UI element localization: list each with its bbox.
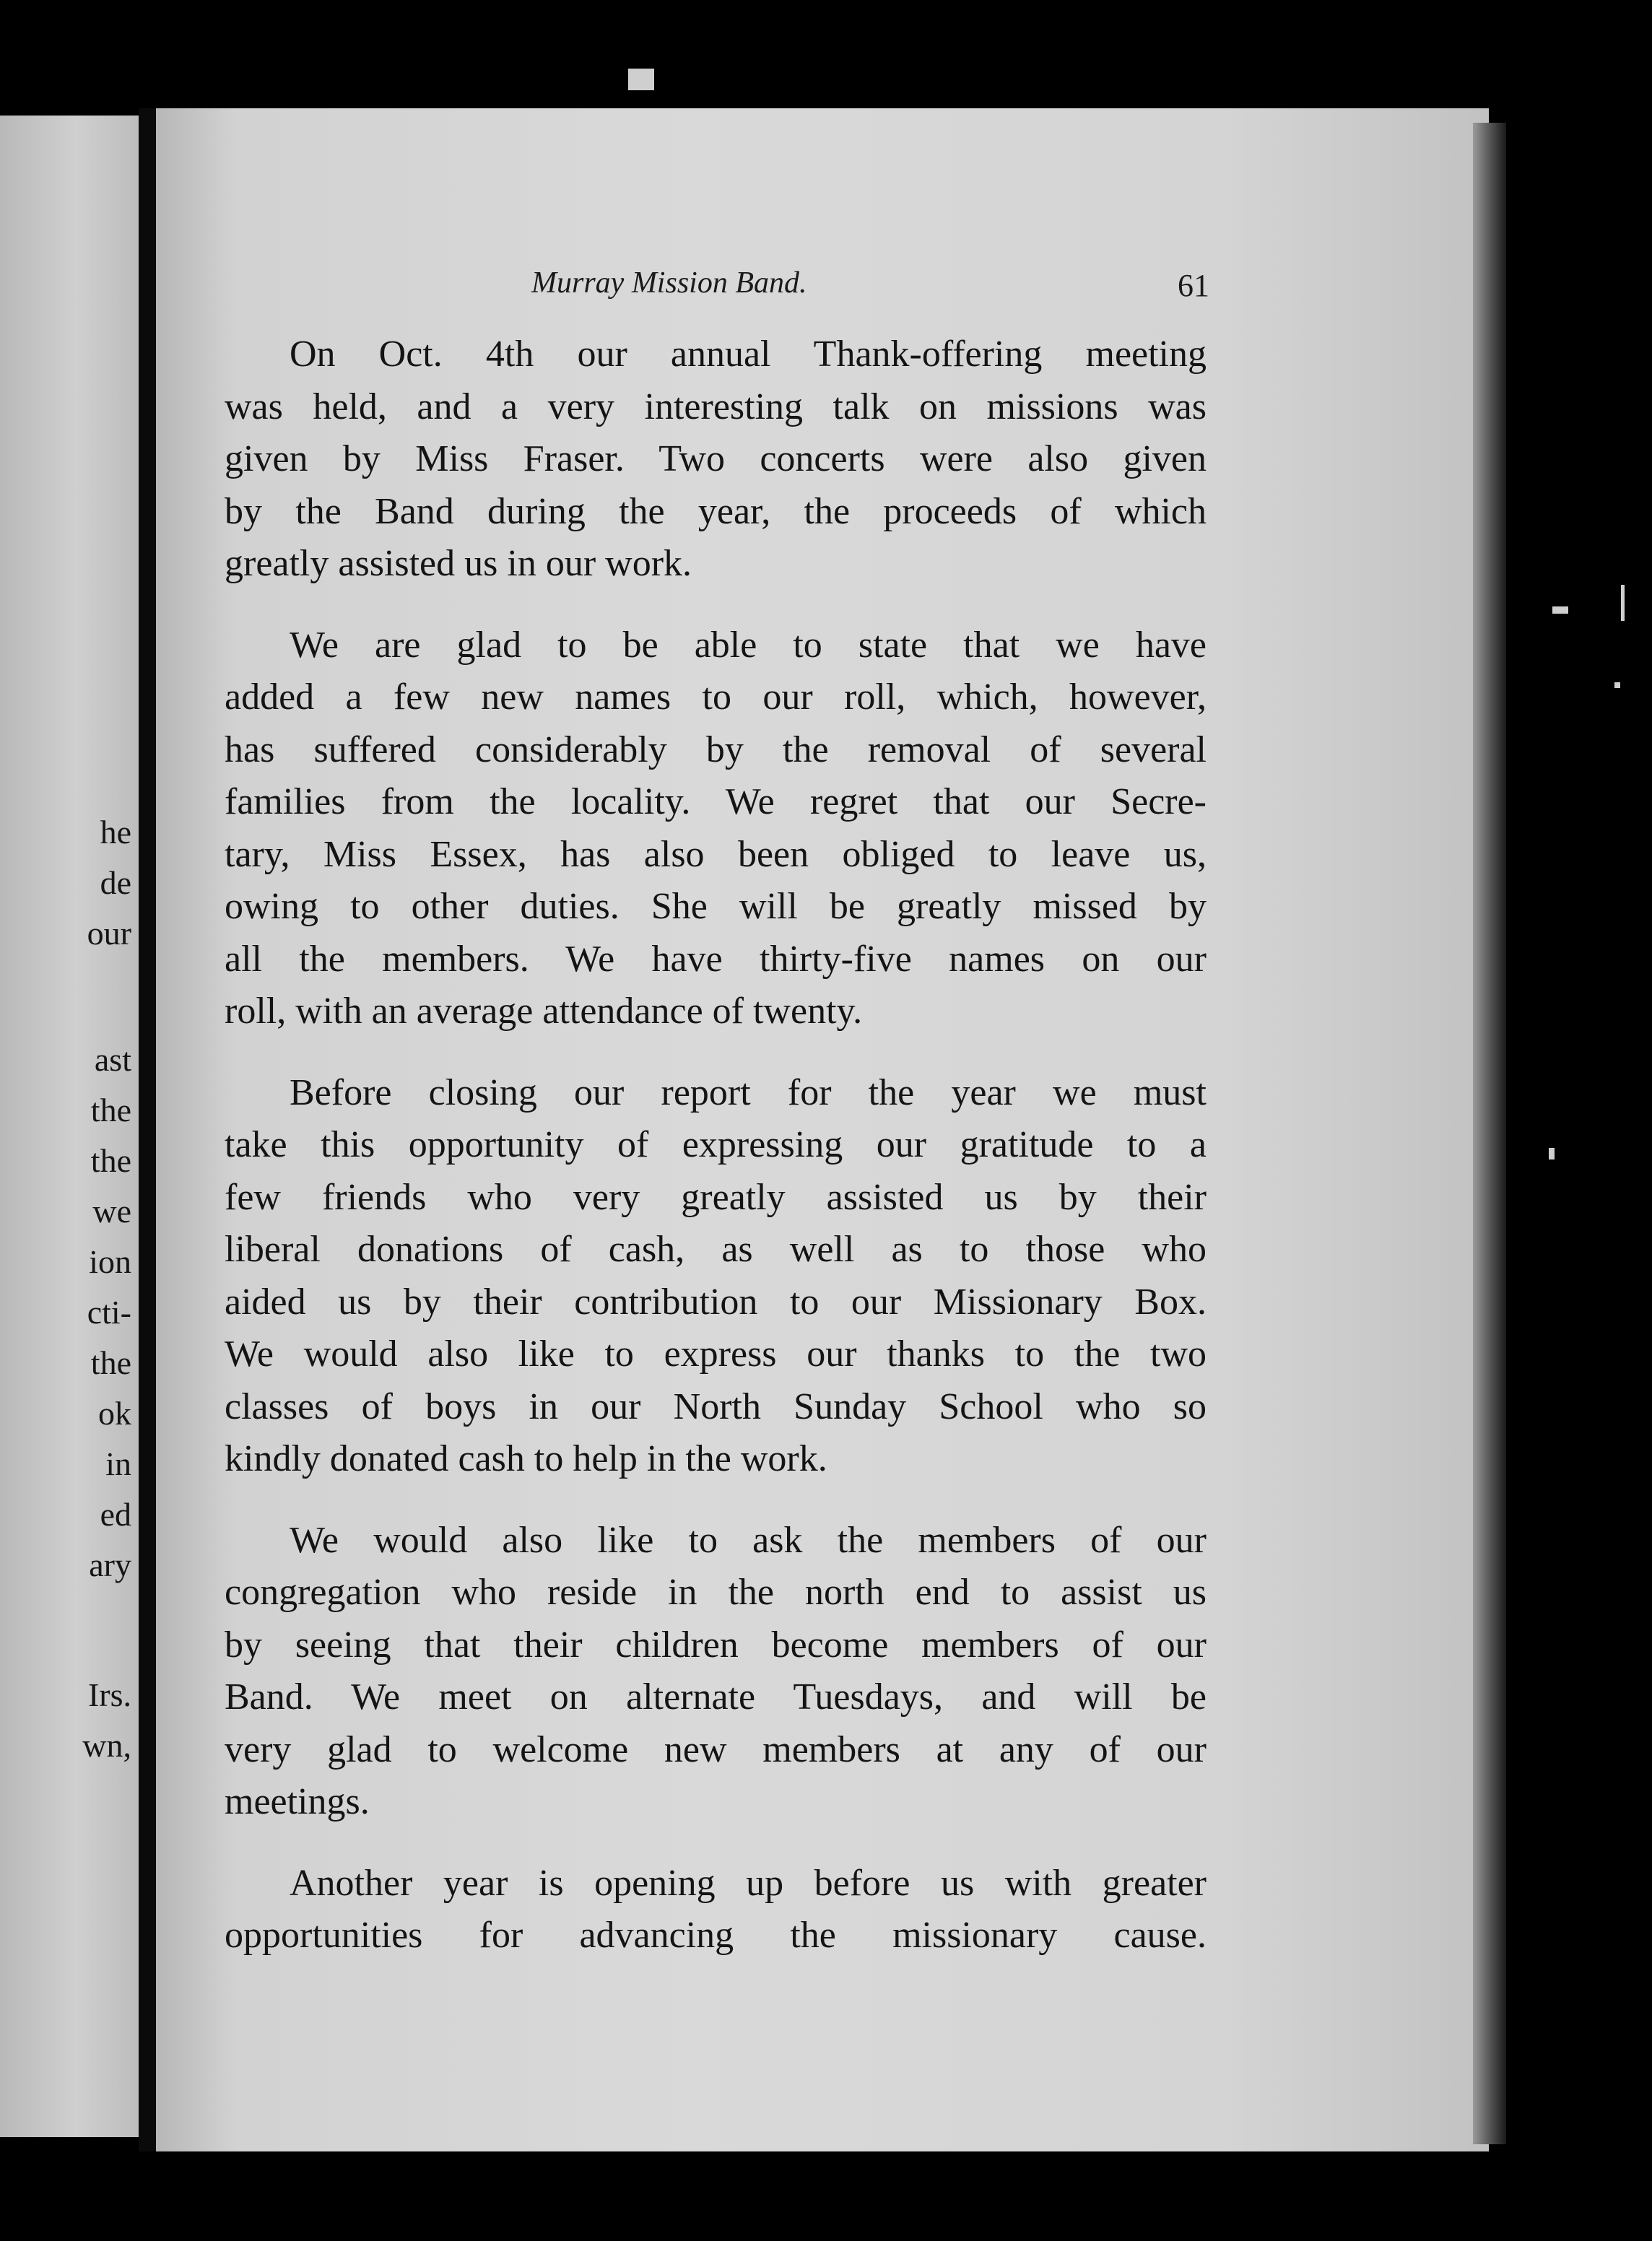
running-title: Murray Mission Band.: [531, 266, 807, 300]
text-line: tary, Miss Essex, has also been obliged to leave us,: [225, 833, 1207, 875]
book-page: [156, 108, 1489, 2151]
left-page-fragment: ion: [89, 1243, 131, 1280]
text-line: greatly assisted us in our work.: [225, 543, 692, 584]
text-line: opportunities for advancing the missionary cause.: [225, 1915, 1207, 1956]
text-line: added a few new names to our roll, which, however,: [225, 676, 1207, 718]
scan-speck: [1552, 606, 1568, 614]
left-page-fragment: the: [90, 1092, 131, 1128]
left-page-sliver: [0, 116, 139, 2137]
left-page-fragment: ast: [94, 1041, 131, 1078]
text-line: given by Miss Fraser. Two concerts were also given: [225, 438, 1207, 479]
text-line: meetings.: [225, 1781, 370, 1822]
text-line: On Oct. 4th our annual Thank-offering meeting: [290, 334, 1207, 375]
text-line: by the Band during the year, the proceeds of which: [225, 490, 1207, 532]
left-page-fragment: the: [90, 1142, 131, 1179]
text-line: take this opportunity of expressing our gratitude to a: [225, 1124, 1207, 1165]
left-page-fragment: ed: [100, 1496, 131, 1533]
scan-speck: [1614, 682, 1620, 688]
paragraph: [225, 328, 1207, 591]
scan-speck: [1621, 585, 1625, 621]
text-line: liberal donations of cash, as well as to those who: [225, 1229, 1207, 1270]
running-head: [156, 266, 1489, 309]
text-line: was held, and a very interesting talk on missions was: [225, 386, 1207, 427]
scan-speck: [628, 69, 654, 90]
text-line: aided us by their contribution to our Missionary Box.: [225, 1281, 1207, 1323]
text-line: roll, with an average attendance of twenty.: [225, 991, 863, 1032]
scan-speck: [1549, 1148, 1555, 1159]
paragraph: [225, 1515, 1207, 1829]
text-line: Before closing our report for the year we must: [290, 1071, 1207, 1113]
text-line: few friends who very greatly assisted us by their: [225, 1176, 1207, 1218]
paragraph: [225, 619, 1207, 1038]
left-page-fragment: he: [100, 814, 131, 850]
text-line: congregation who reside in the north end to assist us: [225, 1572, 1207, 1613]
text-line: kindly donated cash to help in the work.: [225, 1438, 827, 1479]
left-page-fragment: ok: [98, 1395, 131, 1432]
page-edge: [1473, 123, 1506, 2144]
left-page-fragment: ary: [89, 1546, 131, 1583]
text-line: owing to other duties. She will be greatly missed by: [225, 886, 1207, 927]
left-page-fragment: in: [105, 1445, 131, 1482]
text-line: We are glad to be able to state that we have: [290, 624, 1207, 666]
text-line: classes of boys in our North Sunday School who so: [225, 1385, 1207, 1427]
left-page-fragment: we: [92, 1193, 131, 1230]
paragraph: [225, 1067, 1207, 1486]
left-page-fragment: the: [90, 1344, 131, 1381]
left-page-fragment: our: [87, 915, 131, 952]
left-page-fragment: de: [100, 864, 131, 901]
body-text: [225, 328, 1207, 1991]
text-line: We would also like to express our thanks to the two: [225, 1333, 1207, 1375]
text-line: all the members. We have thirty-five names on our: [225, 938, 1207, 980]
text-line: Another year is opening up before us with greater: [290, 1862, 1207, 1904]
left-page-fragment: Irs.: [87, 1676, 131, 1713]
text-line: by seeing that their children become members of our: [225, 1624, 1207, 1666]
left-page-fragment: cti-: [87, 1294, 131, 1331]
text-line: has suffered considerably by the removal of several: [225, 728, 1207, 770]
book-gutter: [139, 108, 156, 2151]
paragraph: [225, 1858, 1207, 1962]
left-page-fragment: wn,: [82, 1727, 131, 1764]
page-number: 61: [1178, 268, 1209, 303]
text-line: very glad to welcome new members at any of our: [225, 1728, 1207, 1770]
text-line: We would also like to ask the members of our: [290, 1519, 1207, 1561]
text-line: Band. We meet on alternate Tuesdays, and will be: [225, 1676, 1207, 1718]
text-line: families from the locality. We regret that our Secre-: [225, 781, 1207, 822]
